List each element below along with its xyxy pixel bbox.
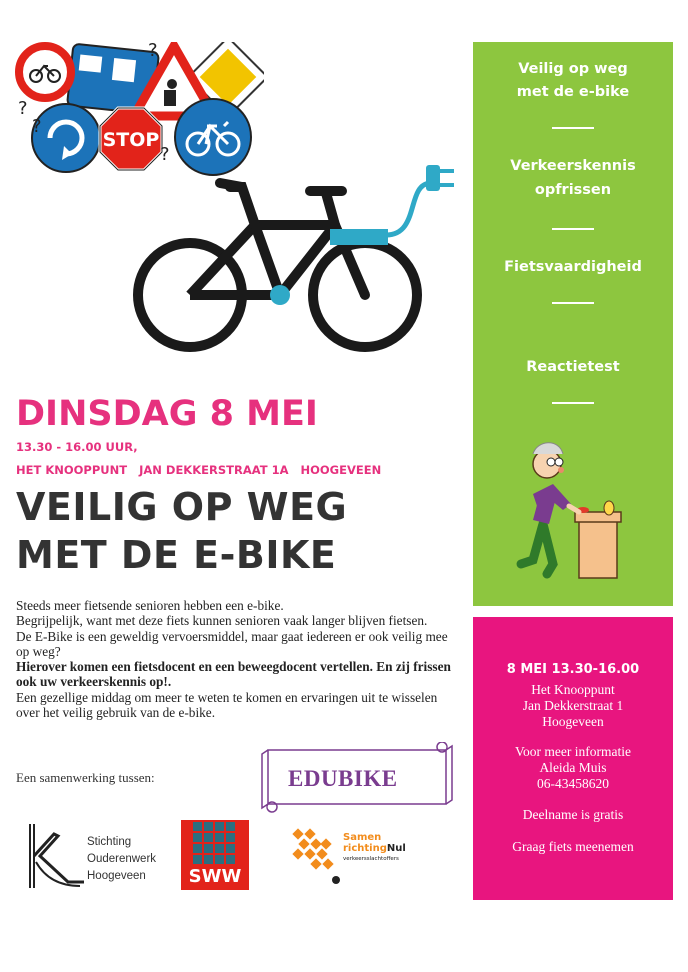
- body-paragraph-1: Steeds meer fietsende senioren hebben een e-bike.: [16, 598, 284, 613]
- svg-text:?: ?: [18, 98, 28, 119]
- samen-line-1: Samen: [343, 832, 382, 843]
- edubike-label: EDUBIKE: [288, 766, 398, 791]
- info-date-time: 8 MEI 13.30-16.00: [506, 662, 640, 677]
- samen-richting-nul-text: [343, 832, 406, 865]
- samen-line-4: verkeersslachtoffers: [343, 856, 399, 862]
- info-bring-bike: Graag fiets meenemen: [512, 839, 634, 854]
- body-paragraph-2: Begrijpelijk, want met deze fiets kunnen senioren vaak langer blijven fietsen.: [16, 613, 428, 629]
- program-item-2-line-1: Verkeerskennis: [510, 158, 636, 174]
- body-paragraph-3: De E-Bike is een geweldig vervoersmiddel, maar gaat iedereen er ook veilig mee op weg?: [16, 628, 448, 659]
- program-item-2-line-2: opfrissen: [534, 182, 612, 198]
- divider: [552, 302, 594, 304]
- info-contact-name: Aleida Muis: [539, 760, 607, 775]
- program-item-4: Reactietest: [526, 359, 620, 375]
- body-text: [16, 598, 456, 720]
- stichting-line-3: Hoogeveen: [87, 870, 146, 882]
- program-item-1-line-1: Veilig op weg: [518, 61, 628, 77]
- reaction-test-cartoon: [513, 424, 633, 584]
- info-city: Hoogeveen: [542, 714, 604, 729]
- stichting-line-2: Ouderenwerk: [87, 853, 157, 865]
- program-item-1-line-2: met de e-bike: [516, 84, 630, 100]
- info-panel: [473, 617, 673, 900]
- divider: [552, 127, 594, 129]
- program-item-3: Fietsvaardigheid: [504, 259, 642, 275]
- sww-label: SWW: [188, 866, 242, 887]
- ebike-illustration: [130, 155, 460, 360]
- event-location: HET KNOOPPUNT JAN DEKKERSTRAAT 1A HOOGEVEEN: [16, 463, 382, 477]
- headline-line-1: VEILIG OP WEG: [16, 485, 348, 529]
- samen-richting-nul-icon: [292, 826, 348, 886]
- stichting-line-1: Stichting: [87, 836, 132, 848]
- samen-line-3: Nul: [386, 843, 406, 854]
- svg-text:?: ?: [160, 144, 170, 165]
- divider: [552, 228, 594, 230]
- svg-text:?: ?: [32, 116, 42, 137]
- event-time: 13.30 - 16.00 UUR,: [16, 440, 138, 454]
- info-venue: Het Knooppunt: [531, 682, 615, 697]
- event-date-title: DINSDAG 8 MEI: [16, 394, 318, 434]
- svg-text:?: ?: [148, 42, 158, 61]
- headline-line-2: MET DE E-BIKE: [16, 533, 337, 577]
- body-paragraph-4: Hierover komen een fietsdocent en een beweegdocent vertellen. En zij frissen ook uw verkeerskennis op!.: [16, 659, 451, 690]
- sww-logo: [181, 820, 249, 890]
- info-phone: 06-43458620: [537, 776, 609, 791]
- program-panel: [473, 42, 673, 606]
- divider: [552, 402, 594, 404]
- svg-text:STOP: STOP: [102, 129, 160, 151]
- collaboration-label: Een samenwerking tussen:: [16, 770, 155, 785]
- stichting-ouderenwerk-logo: [24, 822, 86, 890]
- info-more-label: Voor meer informatie: [515, 744, 631, 759]
- sww-building-icon: [193, 822, 237, 864]
- samen-line-2: richting: [343, 843, 387, 854]
- info-street: Jan Dekkerstraat 1: [522, 698, 624, 713]
- body-paragraph-5: Een gezellige middag om meer te weten te komen en ervaringen uit te wisselen over het veilig gebruik van de e-bike.: [16, 689, 438, 721]
- info-free: Deelname is gratis: [522, 807, 624, 822]
